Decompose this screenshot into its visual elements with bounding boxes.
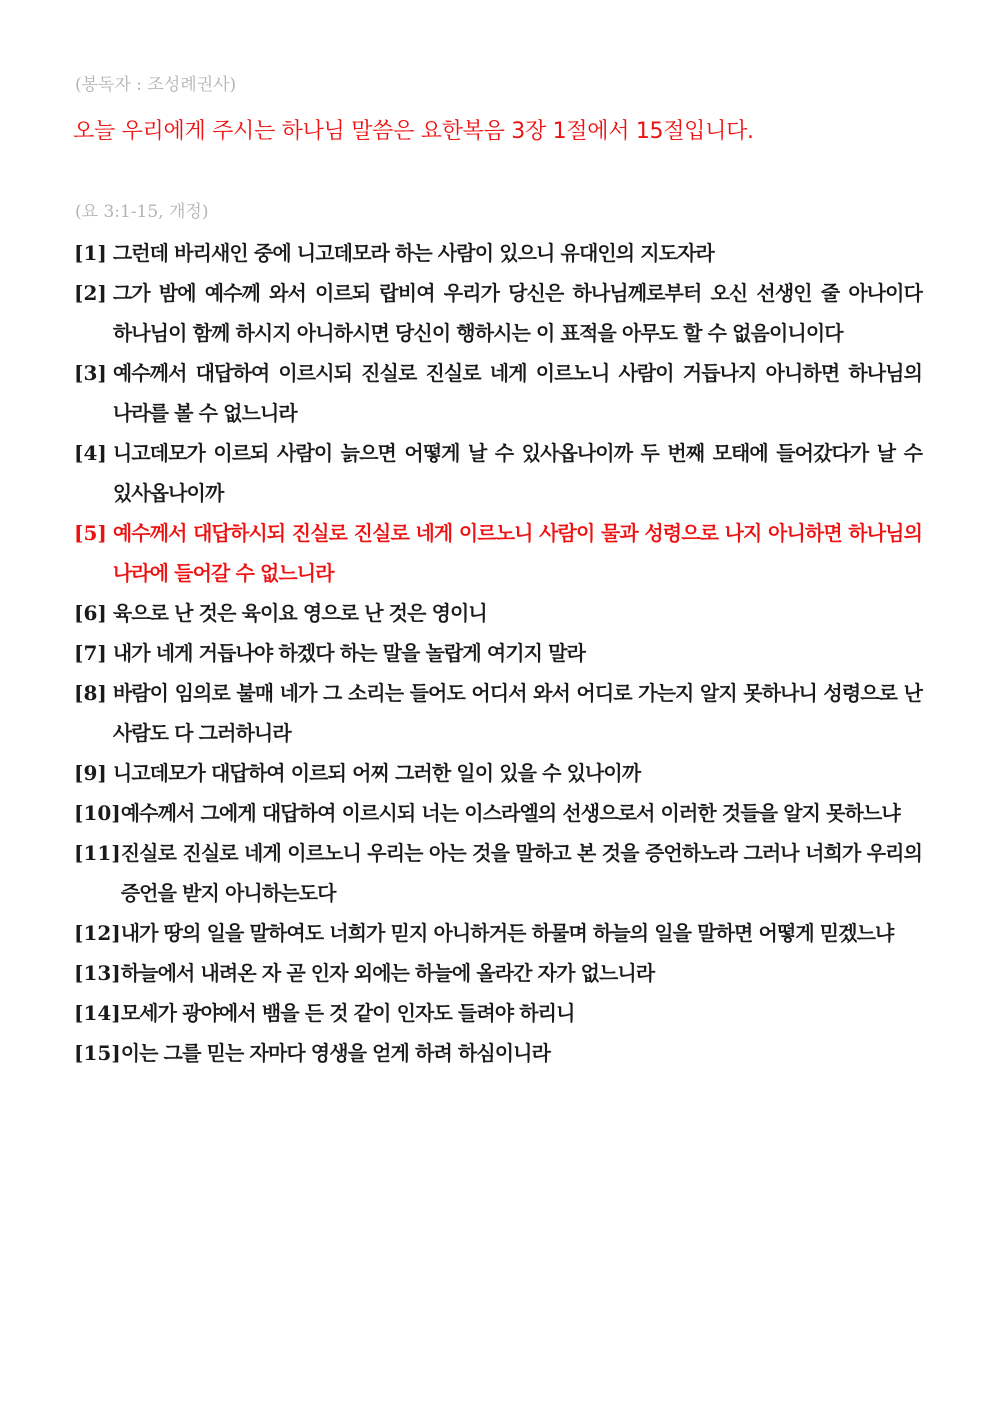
verse-text: 하늘에서 내려온 자 곧 인자 외에는 하늘에 올라간 자가 없느니라	[120, 961, 655, 985]
reader-note: (봉독자 : 조성례권사)	[75, 75, 237, 95]
verse-text: 모세가 광야에서 뱀을 든 것 같이 인자도 들려야 하리니	[120, 1001, 575, 1025]
verse-5-highlighted	[74, 513, 922, 593]
verse-number: [6]	[74, 601, 107, 625]
verse-12	[74, 913, 922, 953]
verse-text: 육으로 난 것은 육이요 영으로 난 것은 영이니	[112, 601, 487, 625]
scripture-announcement: 오늘 우리에게 주시는 하나님 말씀은 요한복음 3장 1절에서 15절입니다.	[73, 119, 754, 144]
verse-8	[74, 673, 922, 753]
verse-text: 니고데모가 대답하여 이르되 어찌 그러한 일이 있을 수 있나이까	[112, 761, 641, 785]
verse-text: 바람이 임의로 불매 네가 그 소리는 들어도 어디서 와서 어디로 가는지 알지 못하나니 성령으로 난 사람도 다 그러하니라	[112, 681, 922, 745]
verse-text: 그런데 바리새인 중에 니고데모라 하는 사람이 있으니 유대인의 지도자라	[112, 241, 714, 265]
verse-2	[74, 273, 922, 353]
verse-text: 그가 밤에 예수께 와서 이르되 랍비여 우리가 당신은 하나님께로부터 오신 선생인 줄 아나이다 하나님이 함께 하시지 아니하시면 당신이 행하시는 이 표적을 아무도 할 수 없음이니이다	[112, 281, 922, 345]
verse-text: 내가 땅의 일을 말하여도 너희가 믿지 아니하거든 하물며 하늘의 일을 말하면 어떻게 믿겠느냐	[120, 921, 894, 945]
verse-number: [11]	[74, 841, 121, 865]
verse-text: 진실로 진실로 네게 이르노니 우리는 아는 것을 말하고 본 것을 증언하노라 그러나 너희가 우리의 증언을 받지 아니하는도다	[120, 841, 922, 905]
verse-number: [7]	[74, 641, 107, 665]
verse-number: [4]	[74, 441, 107, 465]
verse-number: [15]	[74, 1041, 121, 1065]
verse-11	[74, 833, 922, 913]
verse-number: [14]	[74, 1001, 121, 1025]
verse-10	[74, 793, 922, 833]
verse-text: 내가 네게 거듭나야 하겠다 하는 말을 놀랍게 여기지 말라	[112, 641, 586, 665]
verse-text: 예수께서 대답하여 이르시되 진실로 진실로 네게 이르노니 사람이 거듭나지 아니하면 하나님의 나라를 볼 수 없느니라	[112, 361, 922, 425]
verse-number: [10]	[74, 801, 121, 825]
verse-13	[74, 953, 922, 993]
verse-text: 예수께서 그에게 대답하여 이르시되 너는 이스라엘의 선생으로서 이러한 것들을 알지 못하느냐	[120, 801, 900, 825]
verse-number: [3]	[74, 361, 107, 385]
verse-number: [9]	[74, 761, 107, 785]
verse-1	[74, 233, 922, 273]
verse-text: 예수께서 대답하시되 진실로 진실로 네게 이르노니 사람이 물과 성령으로 나지 아니하면 하나님의 나라에 들어갈 수 없느니라	[112, 521, 922, 585]
verse-number: [12]	[74, 921, 121, 945]
verse-text: 니고데모가 이르되 사람이 늙으면 어떻게 날 수 있사옵나이까 두 번째 모태에 들어갔다가 날 수 있사옵나이까	[112, 441, 922, 505]
verse-15	[74, 1033, 922, 1073]
verse-list	[74, 233, 922, 1073]
scripture-reference: (요 3:1-15, 개정)	[75, 202, 209, 222]
verse-number: [1]	[74, 241, 107, 265]
verse-14	[74, 993, 922, 1033]
verse-text: 이는 그를 믿는 자마다 영생을 얻게 하려 하심이니라	[120, 1041, 551, 1065]
verse-7	[74, 633, 922, 673]
verse-number: [8]	[74, 681, 107, 705]
verse-number: [2]	[74, 281, 107, 305]
verse-4	[74, 433, 922, 513]
verse-6	[74, 593, 922, 633]
verse-number: [5]	[74, 521, 107, 545]
verse-number: [13]	[74, 961, 121, 985]
verse-9	[74, 753, 922, 793]
verse-3	[74, 353, 922, 433]
